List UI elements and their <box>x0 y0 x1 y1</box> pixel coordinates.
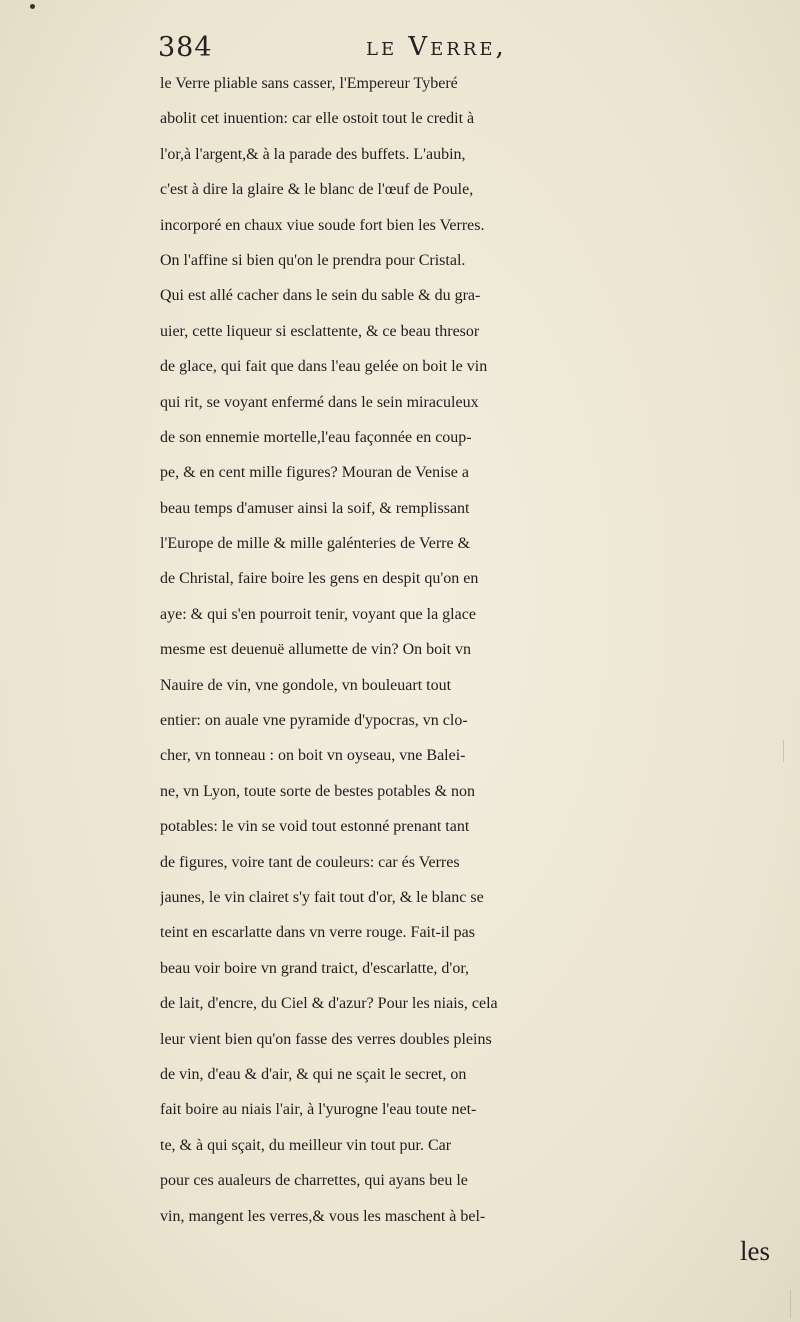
body-text <box>160 66 800 1269</box>
text-line: entier: on auale vne pyramide d'ypocras, vn clo- <box>160 712 468 730</box>
text-line: abolit cet inuention: car elle ostoit tout le credit à <box>160 110 475 128</box>
text-line: de Christal, faire boire les gens en despit qu'on en <box>160 570 479 588</box>
text-line: de figures, voire tant de couleurs: car és Verres <box>160 853 460 871</box>
text-line: pe, & en cent mille figures? Mouran de Venise a <box>160 464 469 482</box>
text-line: aye: & qui s'en pourroit tenir, voyant que la glace <box>160 605 476 623</box>
text-line: On l'affine si bien qu'on le prendra pour Cristal. <box>160 251 466 269</box>
text-line: l'or,à l'argent,& à la parade des buffets. L'aubin, <box>160 145 466 163</box>
text-line: beau temps d'amuser ainsi la soif, & remplissant <box>160 499 470 517</box>
text-line: ne, vn Lyon, toute sorte de bestes potables & non <box>160 782 476 800</box>
text-line: c'est à dire la glaire & le blanc de l'œuf de Poule, <box>160 181 474 199</box>
margin-mark <box>790 1290 791 1318</box>
text-line: pour ces aualeurs de charrettes, qui ayans beu le <box>160 1172 468 1190</box>
running-title: le Verre, <box>366 32 507 62</box>
text-line: de lait, d'encre, du Ciel & d'azur? Pour les niais, cela <box>160 995 498 1013</box>
text-line: qui rit, se voyant enfermé dans le sein miraculeux <box>160 393 479 411</box>
text-line: fait boire au niais l'air, à l'yurogne l'eau toute net- <box>160 1101 477 1119</box>
text-line: cher, vn tonneau : on boit vn oyseau, vne Balei- <box>160 747 466 765</box>
text-line: teint en escarlatte dans vn verre rouge. Fait-il pas <box>160 924 475 942</box>
text-line: incorporé en chaux viue soude fort bien les Verres. <box>160 216 485 234</box>
text-line: de glace, qui fait que dans l'eau gelée on boit le vin <box>160 358 488 376</box>
text-line: vin, mangent les verres,& vous les maschent à bel- <box>160 1207 486 1225</box>
page-number: 384 <box>158 32 213 63</box>
text-line: beau voir boire vn grand traict, d'escarlatte, d'or, <box>160 959 469 977</box>
text-line: l'Europe de mille & mille galénteries de Verre & <box>160 535 471 553</box>
text-line: de son ennemie mortelle,l'eau façonnée en coup- <box>160 428 472 446</box>
catchword: les <box>740 1235 770 1266</box>
text-line: potables: le vin se void tout estonné prenant tant <box>160 818 470 836</box>
text-line: Qui est allé cacher dans le sein du sable & du gra- <box>160 287 481 305</box>
page-header <box>0 32 800 66</box>
ink-speck <box>30 4 35 9</box>
text-line: de vin, d'eau & d'air, & qui ne sçait le secret, on <box>160 1065 467 1083</box>
text-line: Nauire de vin, vne gondole, vn bouleuart tout <box>160 676 452 694</box>
text-line: te, & à qui sçait, du meilleur vin tout pur. Car <box>160 1136 452 1154</box>
text-line: jaunes, le vin clairet s'y fait tout d'or, & le blanc se <box>160 888 484 906</box>
text-line: mesme est deuenuë allumette de vin? On boit vn <box>160 641 472 659</box>
text-line: uier, cette liqueur si esclattente, & ce beau thresor <box>160 322 480 340</box>
text-line: leur vient bien qu'on fasse des verres doubles pleins <box>160 1030 492 1048</box>
text-line: le Verre pliable sans casser, l'Empereur Tyberé <box>160 75 458 92</box>
